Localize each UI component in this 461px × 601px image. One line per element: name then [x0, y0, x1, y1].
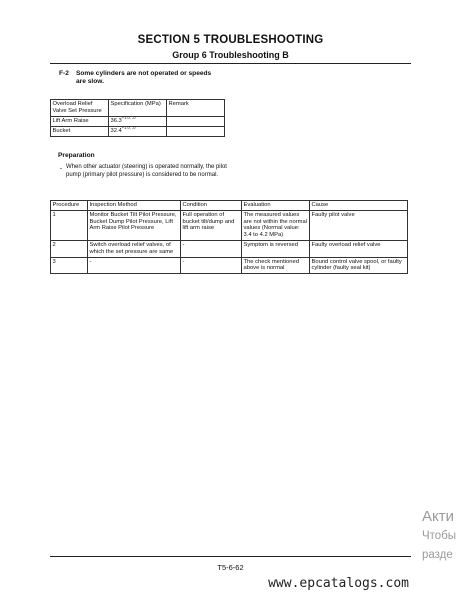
bullet-icon: ・: [58, 167, 65, 173]
activation-watermark: [422, 506, 456, 565]
procedure-table: [50, 200, 408, 274]
proc-cell-cause: Faulty overload relief valve: [310, 240, 408, 257]
proc-header-procedure: Procedure: [51, 201, 88, 211]
footer-rule: [50, 556, 411, 557]
fault-description: Some cylinders are not operated or speeds are slow.: [76, 70, 212, 86]
proc-cell-cause: Faulty pilot valve: [310, 210, 408, 240]
section-title: SECTION 5 TROUBLESHOOTING: [137, 34, 324, 46]
spec-row-value: [109, 126, 167, 136]
procedure-table-header-row: [51, 201, 408, 211]
proc-cell-condition: Full operation of bucket tilt/dump and lift arm raise: [181, 210, 242, 240]
proc-header-evaluation: Evaluation: [242, 201, 310, 211]
proc-header-condition: Condition: [181, 201, 242, 211]
footer-url: www.epcatalogs.com: [268, 576, 409, 591]
table-row: [51, 240, 408, 257]
watermark-line-1: Акти: [422, 508, 454, 525]
preparation-title: Preparation: [58, 152, 95, 159]
table-row: [51, 210, 408, 240]
spec-table-header-row: [51, 100, 225, 117]
proc-cell-condition: -: [181, 240, 242, 257]
proc-cell-method: Switch overload relief valves, of which the set pressure are same: [88, 240, 181, 257]
proc-cell-procedure: 1: [51, 210, 88, 240]
spec-row-label: Lift Arm Raise: [51, 116, 109, 126]
spec-row-value: [109, 116, 167, 126]
group-title: Group 6 Troubleshooting B: [172, 50, 289, 60]
watermark-line-2: Чтобы: [422, 530, 457, 542]
proc-cell-procedure: 2: [51, 240, 88, 257]
preparation-text: When other actuator (steering) is operated normally, the pilot pump (primary pilot pressure) is considered to be normal.: [66, 164, 227, 178]
proc-cell-evaluation: The check mentioned above is normal: [242, 257, 310, 274]
spec-value: 36.3: [110, 117, 122, 124]
spec-table-row: [51, 116, 225, 126]
spec-table-row: [51, 126, 225, 136]
proc-header-cause: Cause: [310, 201, 408, 211]
spec-header-remark: Remark: [167, 100, 225, 117]
spec-row-label: Bucket: [51, 126, 109, 136]
spec-tolerance: +1.0, -0: [121, 124, 136, 130]
proc-header-method: Inspection Method: [88, 201, 181, 211]
spec-value: 32.4: [110, 127, 122, 134]
spec-table: [50, 99, 225, 137]
spec-row-remark: [167, 116, 225, 126]
spec-header-specification: Specification (MPa): [109, 100, 167, 117]
watermark-line-3: разде: [422, 549, 453, 561]
header-rule: [50, 63, 411, 64]
spec-row-remark: [167, 126, 225, 136]
proc-cell-method: Monitor Bucket Tilt Pilot Pressure, Bucket Dump Pilot Pressure, Lift Arm Raise Pilot Pressure: [88, 210, 181, 240]
page-number: T5-6-62: [217, 563, 244, 572]
fault-id: F-2: [59, 70, 69, 77]
spec-tolerance: +1.0, -0: [121, 114, 136, 120]
proc-cell-condition: -: [181, 257, 242, 274]
table-row: [51, 257, 408, 274]
spec-header-valve: Overload Relief Valve Set Pressure: [51, 100, 109, 117]
proc-cell-cause: Bound control valve spool, or faulty cylinder (faulty seal kit): [310, 257, 408, 274]
proc-cell-procedure: 3: [51, 257, 88, 274]
proc-cell-method: -: [88, 257, 181, 274]
proc-cell-evaluation: Symptom is reversed: [242, 240, 310, 257]
proc-cell-evaluation: The measured values are not within the normal values (Normal value: 3.4 to 4.2 MPa): [242, 210, 310, 240]
